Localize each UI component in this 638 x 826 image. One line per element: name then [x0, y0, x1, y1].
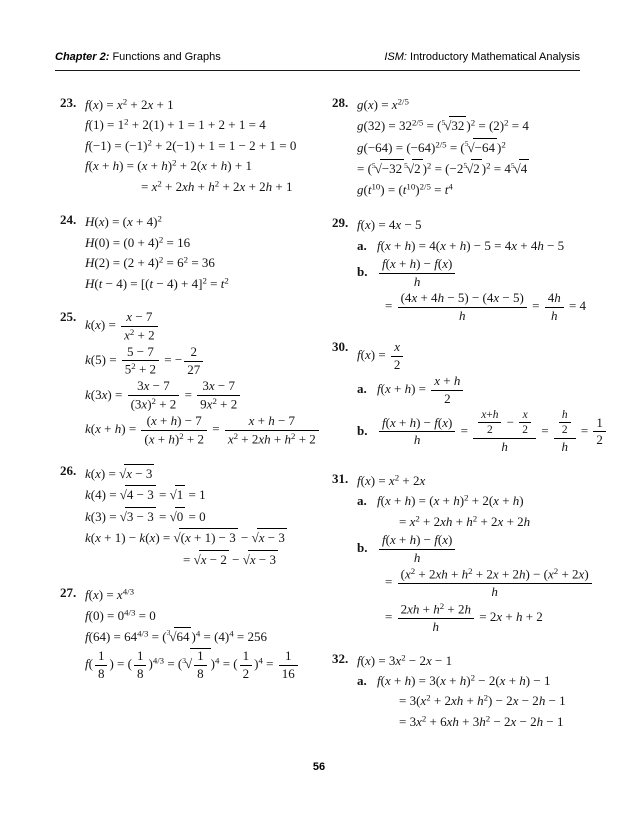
math-expression: = $\frac{(4x + 4h - 5) - (4x - 5)}{h}$ = $\frac{4h}{h}$ = 4 — [385, 290, 587, 323]
problem-body — [357, 338, 603, 456]
problem — [60, 462, 332, 571]
math-expression: $g(32) = 32^{2/5} = (^5√32$ )$^2 = (2)^2 = 4$ — [357, 118, 529, 133]
math-expression: = $3x^2 + 6xh + 3h^2 - 2x - 2h - 1$ — [399, 713, 564, 729]
problem-body — [85, 211, 332, 295]
math-expression: $H(0) = (0 + 4)^2 = 16$ — [85, 234, 191, 250]
header-book — [384, 51, 580, 63]
solutions-column-left — [60, 94, 332, 746]
chapter-label: Chapter 2: — [55, 51, 110, 63]
math-expression: f( $\frac{1}{8}$ ) = ( $\frac{1}{8}$ )$^{4/3}$ = ($^3$√ $\frac{1}{8}$ )$^4$ = ( $\frac{1}{2}$ )$^4$ = $\frac{1}{16}$ — [85, 656, 300, 671]
problem-body — [85, 462, 332, 571]
math-expression: = $x^2 + 2xh + h^2 + 2x + 2h$ — [399, 513, 531, 529]
problem-number: 30. — [332, 339, 349, 355]
math-line — [357, 692, 596, 710]
math-expression: k(x) = $\frac{x - 7}{x^2 + 2}$ — [85, 317, 160, 332]
book-abbrev: ISM: — [384, 51, 407, 63]
math-expression: $\frac{f(x + h) - f(x)}{h}$ — [377, 264, 457, 279]
problem-number: 23. — [60, 95, 77, 110]
math-line — [85, 414, 332, 447]
math-line — [357, 181, 596, 199]
math-line — [85, 275, 332, 293]
problem-body — [357, 94, 596, 201]
problem-body — [85, 94, 332, 198]
problem-body — [85, 308, 332, 449]
math-line — [357, 291, 596, 323]
math-expression: f(x) = $\frac{x}{2}$ — [357, 347, 405, 362]
problem-number: 27. — [60, 585, 77, 601]
problem-body — [357, 650, 596, 734]
problem — [332, 214, 596, 325]
math-line — [85, 345, 332, 378]
math-line — [357, 652, 596, 670]
chapter-title: Functions and Graphs — [109, 51, 221, 63]
book-title: Introductory Mathematical Analysis — [406, 51, 580, 63]
part-label: b. — [357, 264, 368, 280]
problem — [332, 94, 596, 201]
math-expression: = $x^2 + 2xh + h^2 + 2x + 2h + 1$ — [141, 178, 293, 194]
math-line — [357, 96, 596, 114]
math-expression: $f(x + h) = (x + h)^2 + 2(x + h)$ — [377, 492, 524, 509]
math-expression: f(x) = 4x − 5 — [357, 217, 422, 233]
math-line — [357, 159, 596, 178]
math-line — [357, 472, 596, 490]
math-expression: = $\frac{(x^2 + 2xh + h^2 + 2x + 2h) - (x^2 + 2x)}{h}$ — [357, 574, 594, 589]
math-expression: k(4) = √4 − 3 = √1 = 1 — [85, 487, 206, 502]
math-line — [357, 340, 596, 372]
math-line — [85, 550, 332, 569]
math-expression: f(x + h) = 4(x + h) − 5 = 4x + 4h − 5 — [377, 237, 565, 253]
problem-number: 29. — [332, 215, 349, 231]
math-line — [85, 627, 332, 646]
math-expression: = √x − 2 − √x − 3 — [85, 552, 278, 567]
math-line — [85, 254, 332, 272]
math-expression: k(x + 1) − k(x) = √(x + 1) − 3 − √x − 3 — [85, 530, 287, 545]
math-line — [357, 567, 596, 600]
problem — [332, 470, 596, 637]
math-expression: $g(x) = x^{2/5}$ — [357, 96, 409, 112]
math-expression: $f(x) = 3x^2 - 2x - 1$ — [357, 651, 453, 668]
math-line — [357, 374, 596, 406]
math-expression: k(3) = √3 − 3 = √0 = 0 — [85, 509, 206, 524]
math-line — [357, 237, 596, 255]
page-number: 56 — [312, 761, 326, 773]
problem-number: 24. — [60, 212, 77, 228]
math-line — [357, 138, 596, 157]
math-expression: $f(x + h) = 3(x + h)^2 - 2(x + h) - 1$ — [377, 672, 551, 688]
math-expression: k(x) = √x − 3 — [85, 466, 154, 481]
part-label: a. — [357, 493, 367, 509]
part-label: b. — [357, 540, 368, 556]
problem — [60, 308, 332, 449]
math-line — [357, 216, 596, 234]
math-expression: $H(x) = (x + 4)^2$ — [85, 213, 162, 230]
math-line — [85, 137, 332, 155]
math-line — [85, 464, 332, 483]
math-line — [85, 234, 332, 252]
problem — [332, 650, 596, 734]
problem-number: 25. — [60, 309, 77, 325]
math-line — [357, 257, 596, 289]
math-line — [85, 96, 332, 114]
math-expression: k(5) = $\frac{5 - 7}{5^2 + 2}$ = − $\frac{2}{27}$ — [85, 352, 205, 367]
solutions-column-right — [332, 94, 603, 746]
math-expression: f(x + h) = $\frac{x + h}{2}$ — [377, 381, 465, 396]
problem-number: 26. — [60, 462, 77, 478]
math-line — [357, 492, 596, 510]
header-chapter — [55, 51, 221, 63]
math-line — [85, 157, 332, 175]
math-line — [85, 310, 332, 343]
math-expression: $\frac{f(x + h) - f(x)}{h}$ = $\frac{x+h}{2}$ − $\frac{x}{2}$ h = $\frac{\frac{h}{2}}{h}$ = $\frac{1}{2}$ — [377, 423, 608, 438]
math-line — [85, 648, 332, 681]
problem — [60, 94, 332, 198]
math-line — [85, 507, 332, 526]
math-line — [85, 213, 332, 231]
problem-body — [85, 584, 332, 683]
part-label: b. — [357, 422, 368, 438]
math-line — [357, 713, 596, 731]
part-label: a. — [357, 237, 367, 253]
math-expression: $f(x) = x^2 + 2x$ — [357, 472, 426, 488]
math-expression: $f(-1) = (-1)^2 + 2(-1) + 1 = 1 - 2 + 1 = 0$ — [85, 137, 297, 153]
problem-number: 28. — [332, 95, 349, 110]
math-line — [357, 533, 596, 565]
math-line — [85, 586, 332, 604]
math-expression: $f(64) = 64^{4/3} = (^3√64$ )$^4 = (4)^4 = 256$ — [85, 629, 267, 644]
page-header — [55, 51, 580, 71]
math-expression: $f(x) = x^2 + 2x + 1$ — [85, 96, 174, 112]
math-line — [357, 513, 596, 531]
math-expression: $H(2) = (2 + 4)^2 = 6^2 = 36$ — [85, 254, 215, 271]
math-expression: k(x + h) = $\frac{(x + h) - 7}{(x + h)^2 + 2}$ = $\frac{x + h - 7}{x^2 + 2xh + h^2 + 2}$ — [85, 421, 321, 436]
problem — [60, 211, 332, 295]
problem — [60, 584, 332, 683]
part-label: a. — [357, 381, 367, 397]
math-line — [85, 485, 332, 504]
problem-body — [357, 470, 596, 637]
solutions-columns — [60, 94, 603, 746]
math-expression: $H(t - 4) = [(t - 4) + 4]^2 = t^2$ — [85, 275, 229, 291]
math-expression: $g(-64) = (-64)^{2/5} = (^5√-64$ )$^2$ — [357, 140, 506, 155]
math-expression: = $\frac{2xh + h^2 + 2h}{h}$ = 2x + h + 2 — [385, 600, 543, 634]
part-label: a. — [357, 672, 367, 688]
math-line — [85, 607, 332, 625]
math-expression: $f(x + h) = (x + h)^2 + 2(x + h) + 1$ — [85, 157, 252, 174]
math-expression: $g(t^{10}) = (t^{10})^{2/5} = t^4$ — [357, 181, 453, 197]
math-expression: $\frac{f(x + h) - f(x)}{h}$ — [377, 540, 457, 555]
math-line — [357, 408, 603, 455]
math-expression: $f(1) = 1^2 + 2(1) + 1 = 1 + 2 + 1 = 4$ — [85, 116, 266, 133]
math-line — [85, 379, 332, 412]
math-line — [357, 672, 596, 690]
math-expression: = $3(x^2 + 2xh + h^2) - 2x - 2h - 1$ — [399, 692, 566, 709]
math-line — [357, 602, 596, 635]
math-expression: $f(0) = 0^{4/3} = 0$ — [85, 606, 156, 623]
math-line — [85, 528, 332, 547]
math-expression: $f(x) = x^{4/3}$ — [85, 586, 134, 603]
math-line — [85, 116, 332, 134]
problem-number: 32. — [332, 650, 349, 666]
problem — [332, 338, 603, 456]
math-line — [357, 116, 596, 135]
problem-number: 31. — [332, 470, 349, 486]
math-line — [85, 178, 332, 196]
math-expression: k(3x) = $\frac{3x - 7}{(3x)^2 + 2}$ = $\frac{3x - 7}{9x^2 + 2}$ — [85, 387, 242, 402]
math-expression: = ($^5$√−32 $^5$√2 )$^2 = (-2^5√2$ )$^2 = 4^5√4$ — [357, 161, 529, 176]
problem-body — [357, 214, 596, 325]
